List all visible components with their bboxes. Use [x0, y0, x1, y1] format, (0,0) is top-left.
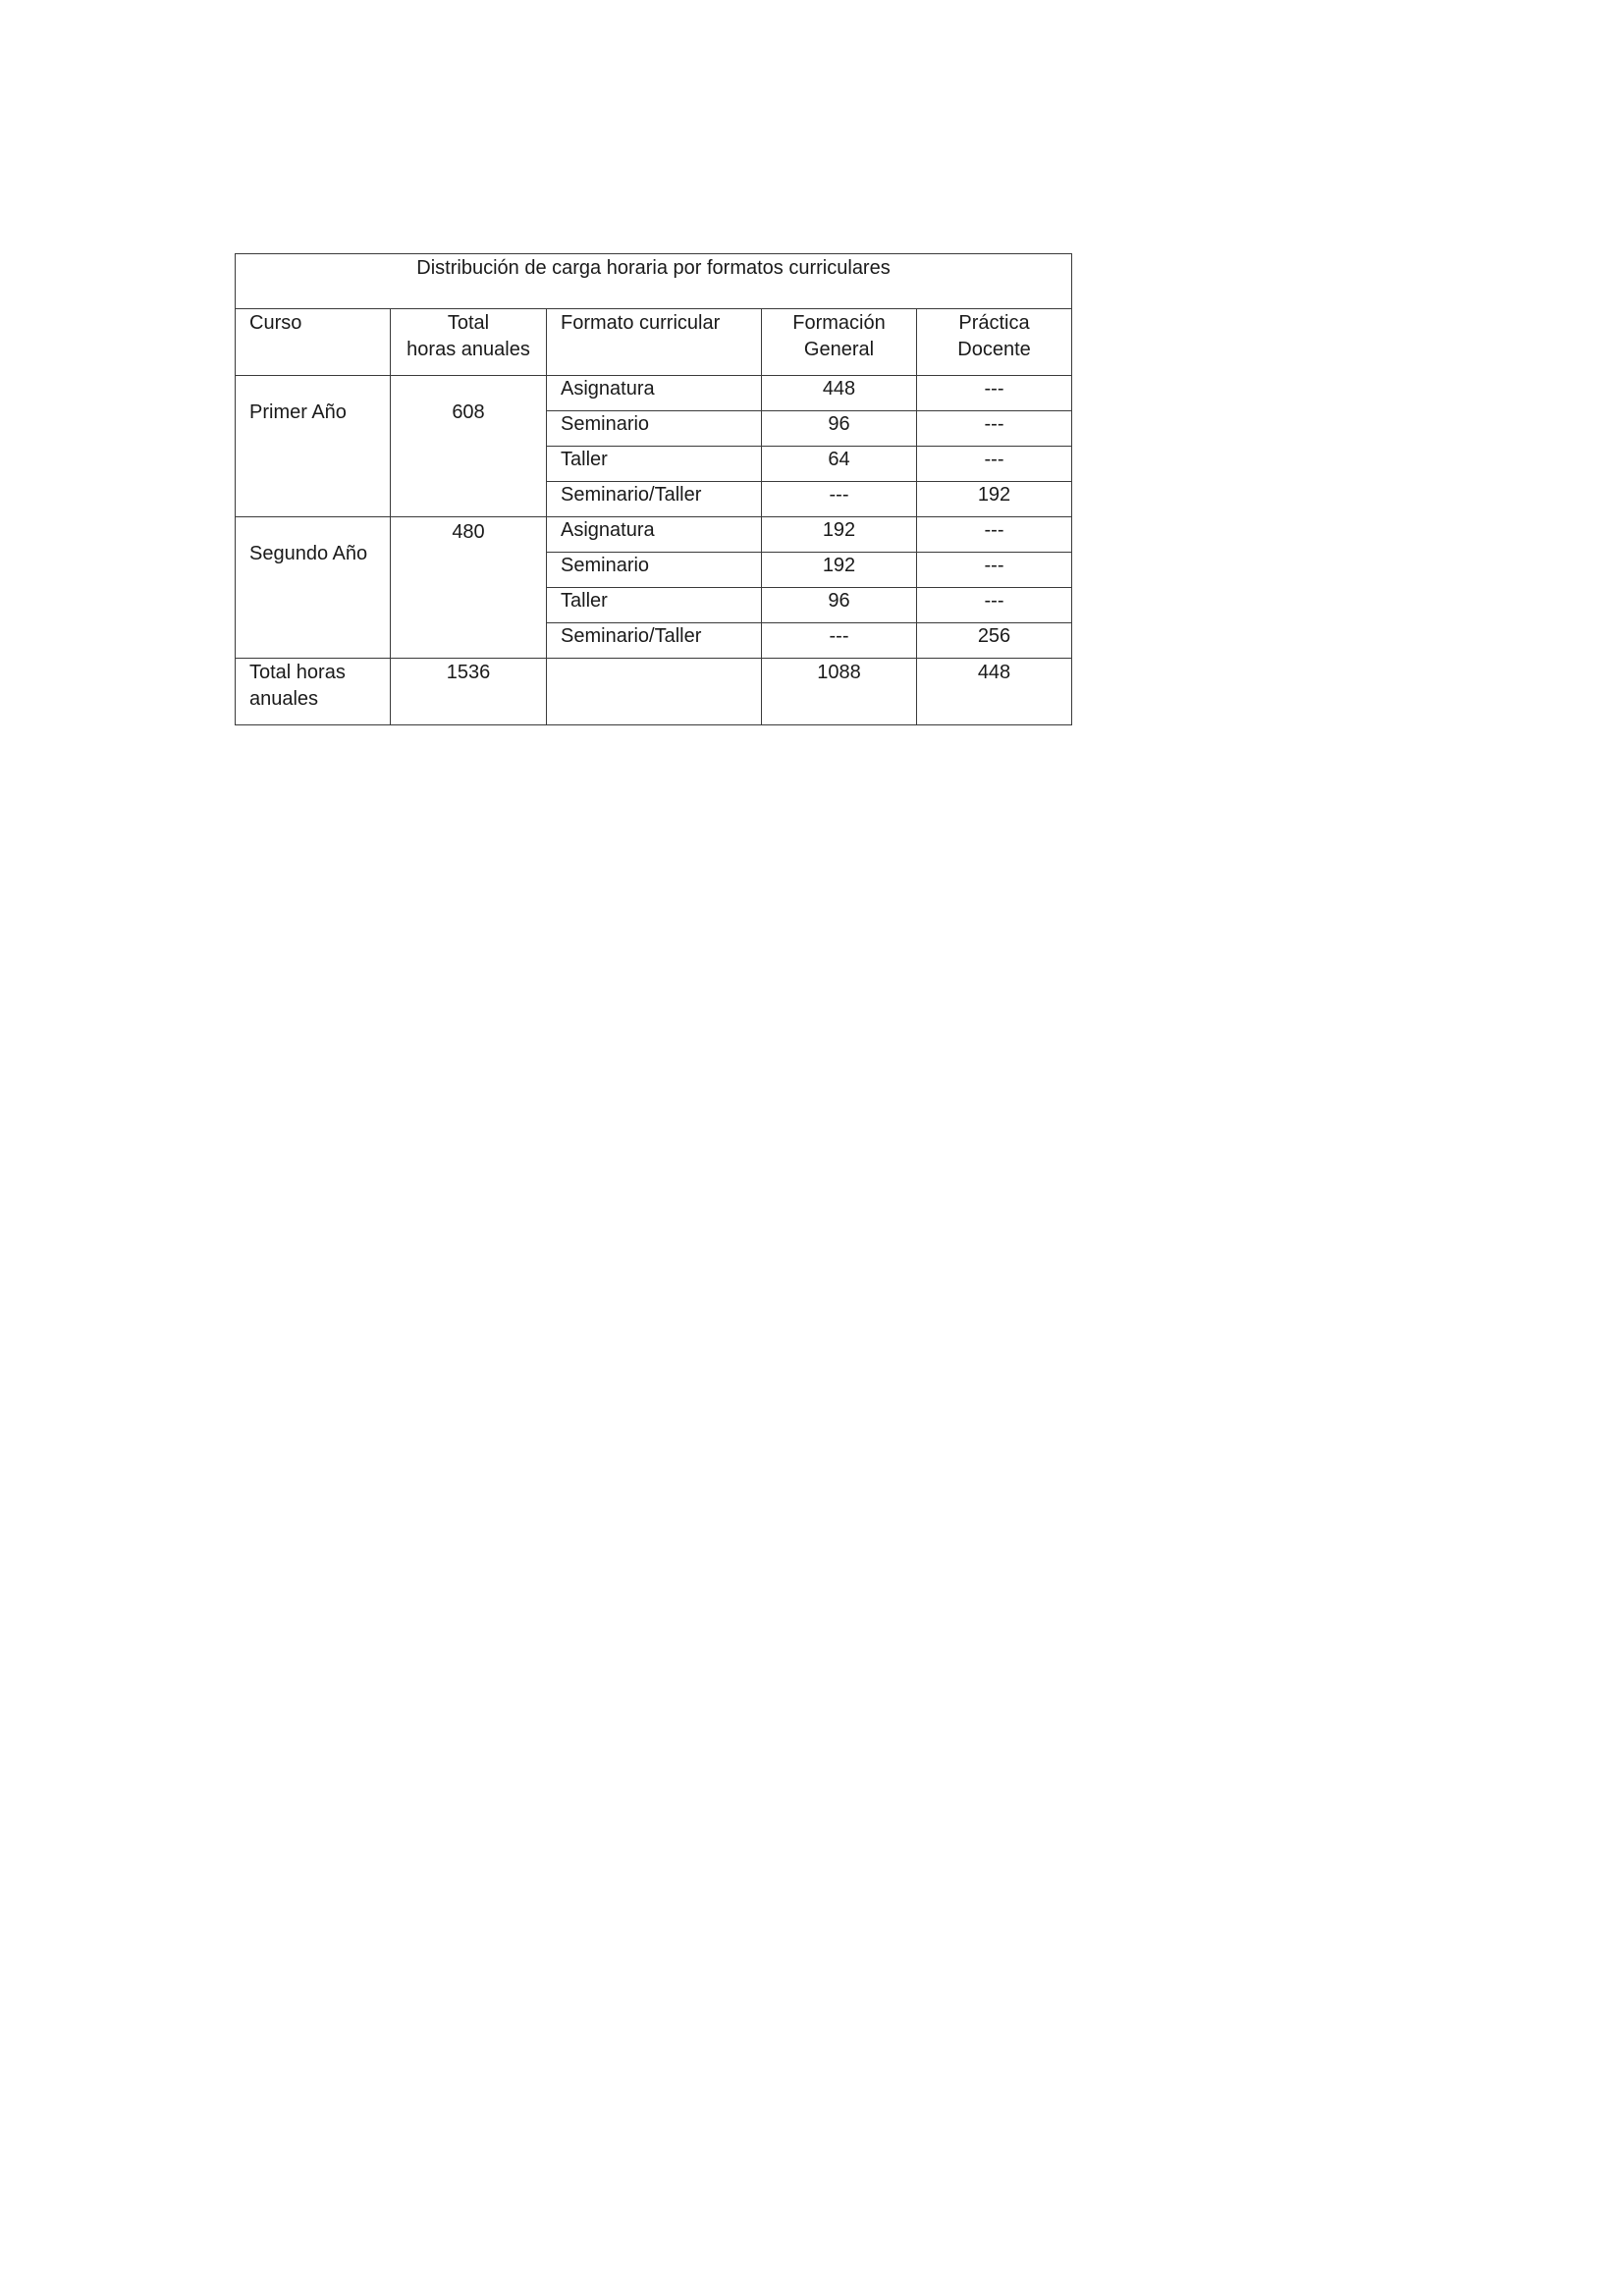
carga-horaria-table [235, 253, 1072, 725]
formacion-cell: 64 [762, 447, 917, 482]
header-formacion-line2: General [803, 339, 875, 360]
header-total-line1: Total [447, 312, 490, 334]
formato-cell: Asignatura [547, 517, 762, 553]
totals-horas-cell: 1536 [391, 659, 547, 725]
table-header-row [236, 309, 1072, 376]
formacion-cell: 192 [762, 517, 917, 553]
formacion-cell: 96 [762, 588, 917, 623]
formacion-cell: --- [762, 482, 917, 517]
practica-cell: --- [917, 447, 1072, 482]
curso-cell: Primer Año [236, 376, 391, 517]
formato-cell: Taller [547, 588, 762, 623]
header-formacion [762, 309, 917, 376]
practica-cell: --- [917, 376, 1072, 411]
table-title: Distribución de carga horaria por formatos curriculares [236, 254, 1072, 309]
header-formato [547, 309, 762, 376]
header-formato-label: Formato curricular [561, 312, 721, 334]
practica-cell: 192 [917, 482, 1072, 517]
formato-cell: Asignatura [547, 376, 762, 411]
practica-cell: 256 [917, 623, 1072, 659]
totals-label [236, 659, 391, 725]
formato-cell: Seminario/Taller [547, 482, 762, 517]
header-total [391, 309, 547, 376]
header-curso [236, 309, 391, 376]
totals-label-line1: Total horas [249, 662, 346, 683]
practica-cell: --- [917, 588, 1072, 623]
total-horas-cell: 608 [391, 376, 547, 517]
formato-cell: Seminario [547, 411, 762, 447]
table-row [236, 517, 1072, 553]
totals-formacion-cell: 1088 [762, 659, 917, 725]
table-row [236, 376, 1072, 411]
formato-cell: Taller [547, 447, 762, 482]
practica-cell: --- [917, 517, 1072, 553]
header-practica-line1: Práctica [958, 312, 1030, 334]
curso-cell: Segundo Año [236, 517, 391, 659]
formacion-cell: 192 [762, 553, 917, 588]
practica-cell: --- [917, 411, 1072, 447]
table-title-row [236, 254, 1072, 309]
totals-label-line2: anuales [249, 688, 319, 710]
formacion-cell: 96 [762, 411, 917, 447]
header-formacion-line1: Formación [792, 312, 886, 334]
total-horas-cell: 480 [391, 517, 547, 659]
header-curso-label: Curso [249, 312, 302, 334]
practica-cell: --- [917, 553, 1072, 588]
formacion-cell: 448 [762, 376, 917, 411]
header-practica-line2: Docente [957, 339, 1031, 360]
formato-cell: Seminario [547, 553, 762, 588]
totals-practica-cell: 448 [917, 659, 1072, 725]
formato-cell: Seminario/Taller [547, 623, 762, 659]
totals-row [236, 659, 1072, 725]
formacion-cell: --- [762, 623, 917, 659]
totals-formato-cell [547, 659, 762, 725]
header-total-line2: horas anuales [406, 339, 530, 360]
header-practica [917, 309, 1072, 376]
